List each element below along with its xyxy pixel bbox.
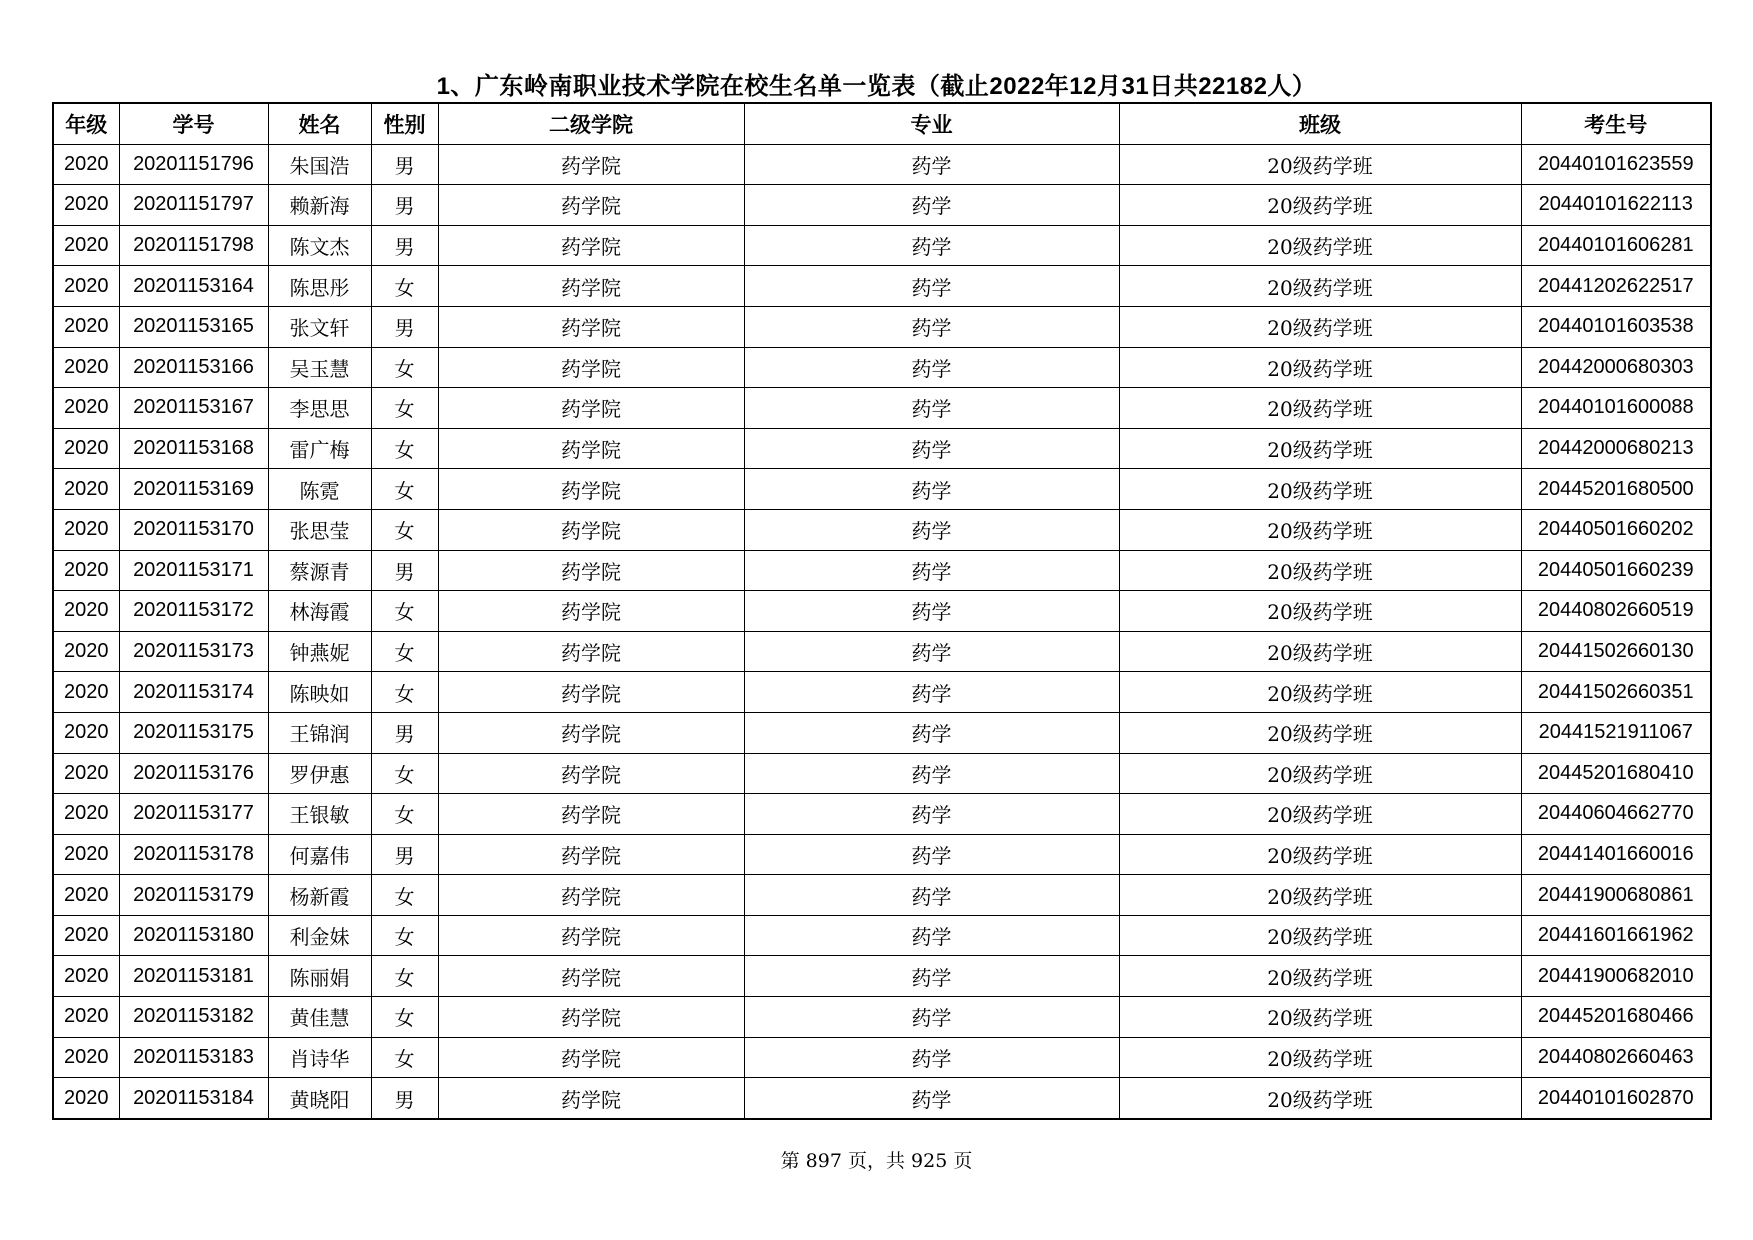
table-row [53,428,1711,469]
gender-cell: 男 [371,712,438,753]
table-row [53,144,1711,185]
gender-cell: 女 [371,753,438,794]
exam-number-cell: 20441900680861 [1521,875,1711,916]
major-cell: 药学 [744,794,1119,835]
table-row [53,956,1711,997]
exam-number-cell: 20441900682010 [1521,956,1711,997]
college-cell: 药学院 [438,144,744,185]
major-cell: 药学 [744,306,1119,347]
class-cell: 20级药学班 [1119,631,1521,672]
college-cell: 药学院 [438,997,744,1038]
student-id-cell: 20201153182 [119,997,268,1038]
table-body [53,144,1711,1119]
student-id-cell: 20201153180 [119,915,268,956]
student-id-cell: 20201153178 [119,834,268,875]
college-cell: 药学院 [438,712,744,753]
class-cell: 20级药学班 [1119,875,1521,916]
header-gender: 性别 [371,103,438,144]
class-cell: 20级药学班 [1119,1078,1521,1119]
table-row [53,509,1711,550]
college-cell: 药学院 [438,794,744,835]
name-cell: 蔡源青 [268,550,371,591]
grade-cell: 2020 [53,834,119,875]
table-row [53,388,1711,429]
table-row [53,834,1711,875]
name-cell: 张思莹 [268,509,371,550]
gender-cell: 女 [371,1037,438,1078]
student-id-cell: 20201153183 [119,1037,268,1078]
gender-cell: 女 [371,631,438,672]
grade-cell: 2020 [53,997,119,1038]
exam-number-cell: 20441601661962 [1521,915,1711,956]
document-title: 1、广东岭南职业技术学院在校生名单一览表（截止2022年12月31日共22182人） [436,73,1317,100]
college-cell: 药学院 [438,225,744,266]
class-cell: 20级药学班 [1119,591,1521,632]
table-row [53,1078,1711,1119]
class-cell: 20级药学班 [1119,266,1521,307]
exam-number-cell: 20445201680466 [1521,997,1711,1038]
major-cell: 药学 [744,1078,1119,1119]
name-cell: 陈霓 [268,469,371,510]
class-cell: 20级药学班 [1119,834,1521,875]
student-roster-table [52,102,1712,1120]
grade-cell: 2020 [53,225,119,266]
college-cell: 药学院 [438,753,744,794]
class-cell: 20级药学班 [1119,672,1521,713]
name-cell: 杨新霞 [268,875,371,916]
grade-cell: 2020 [53,794,119,835]
name-cell: 林海霞 [268,591,371,632]
student-id-cell: 20201153171 [119,550,268,591]
exam-number-cell: 20440101623559 [1521,144,1711,185]
table-row [53,306,1711,347]
table-row [53,550,1711,591]
table-row [53,794,1711,835]
student-id-cell: 20201151796 [119,144,268,185]
college-cell: 药学院 [438,915,744,956]
major-cell: 药学 [744,469,1119,510]
student-id-cell: 20201153167 [119,388,268,429]
gender-cell: 男 [371,1078,438,1119]
major-cell: 药学 [744,185,1119,226]
major-cell: 药学 [744,997,1119,1038]
gender-cell: 女 [371,428,438,469]
table-row [53,631,1711,672]
header-college: 二级学院 [438,103,744,144]
table-row [53,185,1711,226]
class-cell: 20级药学班 [1119,428,1521,469]
name-cell: 朱国浩 [268,144,371,185]
student-id-cell: 20201153169 [119,469,268,510]
major-cell: 药学 [744,672,1119,713]
gender-cell: 女 [371,794,438,835]
header-student-id: 学号 [119,103,268,144]
grade-cell: 2020 [53,753,119,794]
name-cell: 王银敏 [268,794,371,835]
student-id-cell: 20201153177 [119,794,268,835]
major-cell: 药学 [744,509,1119,550]
gender-cell: 男 [371,834,438,875]
table-row [53,266,1711,307]
student-id-cell: 20201153170 [119,509,268,550]
major-cell: 药学 [744,753,1119,794]
grade-cell: 2020 [53,347,119,388]
gender-cell: 男 [371,185,438,226]
exam-number-cell: 20445201680410 [1521,753,1711,794]
student-id-cell: 20201153164 [119,266,268,307]
student-id-cell: 20201153165 [119,306,268,347]
grade-cell: 2020 [53,956,119,997]
grade-cell: 2020 [53,428,119,469]
major-cell: 药学 [744,388,1119,429]
name-cell: 李思思 [268,388,371,429]
exam-number-cell: 20442000680213 [1521,428,1711,469]
header-grade: 年级 [53,103,119,144]
gender-cell: 女 [371,591,438,632]
gender-cell: 女 [371,388,438,429]
college-cell: 药学院 [438,509,744,550]
name-cell: 肖诗华 [268,1037,371,1078]
major-cell: 药学 [744,591,1119,632]
grade-cell: 2020 [53,915,119,956]
name-cell: 张文轩 [268,306,371,347]
name-cell: 罗伊惠 [268,753,371,794]
table-row [53,672,1711,713]
gender-cell: 女 [371,469,438,510]
gender-cell: 男 [371,306,438,347]
gender-cell: 女 [371,509,438,550]
table-row [53,1037,1711,1078]
college-cell: 药学院 [438,266,744,307]
student-id-cell: 20201153184 [119,1078,268,1119]
major-cell: 药学 [744,834,1119,875]
grade-cell: 2020 [53,306,119,347]
grade-cell: 2020 [53,266,119,307]
major-cell: 药学 [744,428,1119,469]
name-cell: 陈思彤 [268,266,371,307]
exam-number-cell: 20440501660239 [1521,550,1711,591]
college-cell: 药学院 [438,550,744,591]
gender-cell: 女 [371,266,438,307]
table-row [53,591,1711,632]
college-cell: 药学院 [438,388,744,429]
name-cell: 黄佳慧 [268,997,371,1038]
table-row [53,915,1711,956]
grade-cell: 2020 [53,1078,119,1119]
gender-cell: 女 [371,875,438,916]
name-cell: 陈文杰 [268,225,371,266]
exam-number-cell: 20440802660519 [1521,591,1711,632]
college-cell: 药学院 [438,469,744,510]
college-cell: 药学院 [438,1078,744,1119]
table-row [53,753,1711,794]
gender-cell: 女 [371,915,438,956]
name-cell: 吴玉慧 [268,347,371,388]
class-cell: 20级药学班 [1119,1037,1521,1078]
exam-number-cell: 20441401660016 [1521,834,1711,875]
class-cell: 20级药学班 [1119,956,1521,997]
college-cell: 药学院 [438,347,744,388]
exam-number-cell: 20441502660351 [1521,672,1711,713]
name-cell: 赖新海 [268,185,371,226]
student-id-cell: 20201153175 [119,712,268,753]
exam-number-cell: 20445201680500 [1521,469,1711,510]
class-cell: 20级药学班 [1119,753,1521,794]
class-cell: 20级药学班 [1119,794,1521,835]
exam-number-cell: 20440101606281 [1521,225,1711,266]
gender-cell: 男 [371,225,438,266]
exam-number-cell: 20440101602870 [1521,1078,1711,1119]
name-cell: 雷广梅 [268,428,371,469]
table-row [53,712,1711,753]
page-footer: 第 897 页，共 925 页 [780,1150,973,1172]
major-cell: 药学 [744,956,1119,997]
college-cell: 药学院 [438,306,744,347]
major-cell: 药学 [744,225,1119,266]
table-row [53,347,1711,388]
table-header-row [53,103,1711,144]
class-cell: 20级药学班 [1119,997,1521,1038]
gender-cell: 男 [371,144,438,185]
class-cell: 20级药学班 [1119,509,1521,550]
major-cell: 药学 [744,712,1119,753]
name-cell: 陈映如 [268,672,371,713]
class-cell: 20级药学班 [1119,712,1521,753]
table-row [53,225,1711,266]
grade-cell: 2020 [53,591,119,632]
class-cell: 20级药学班 [1119,469,1521,510]
gender-cell: 女 [371,956,438,997]
major-cell: 药学 [744,266,1119,307]
grade-cell: 2020 [53,185,119,226]
table-row [53,469,1711,510]
name-cell: 钟燕妮 [268,631,371,672]
exam-number-cell: 20440802660463 [1521,1037,1711,1078]
major-cell: 药学 [744,875,1119,916]
name-cell: 何嘉伟 [268,834,371,875]
exam-number-cell: 20440101600088 [1521,388,1711,429]
table-row [53,875,1711,916]
student-id-cell: 20201151798 [119,225,268,266]
class-cell: 20级药学班 [1119,915,1521,956]
class-cell: 20级药学班 [1119,306,1521,347]
major-cell: 药学 [744,347,1119,388]
table-row [53,997,1711,1038]
exam-number-cell: 20441502660130 [1521,631,1711,672]
college-cell: 药学院 [438,591,744,632]
gender-cell: 女 [371,997,438,1038]
exam-number-cell: 20440501660202 [1521,509,1711,550]
exam-number-cell: 20440101603538 [1521,306,1711,347]
header-major: 专业 [744,103,1119,144]
student-id-cell: 20201153179 [119,875,268,916]
name-cell: 黄晓阳 [268,1078,371,1119]
student-id-cell: 20201153174 [119,672,268,713]
college-cell: 药学院 [438,1037,744,1078]
gender-cell: 女 [371,347,438,388]
student-id-cell: 20201153176 [119,753,268,794]
gender-cell: 男 [371,550,438,591]
grade-cell: 2020 [53,875,119,916]
college-cell: 药学院 [438,631,744,672]
college-cell: 药学院 [438,185,744,226]
gender-cell: 女 [371,672,438,713]
class-cell: 20级药学班 [1119,185,1521,226]
exam-number-cell: 20441521911067 [1521,712,1711,753]
student-id-cell: 20201151797 [119,185,268,226]
grade-cell: 2020 [53,1037,119,1078]
name-cell: 利金妹 [268,915,371,956]
name-cell: 王锦润 [268,712,371,753]
class-cell: 20级药学班 [1119,388,1521,429]
student-id-cell: 20201153168 [119,428,268,469]
major-cell: 药学 [744,550,1119,591]
grade-cell: 2020 [53,509,119,550]
grade-cell: 2020 [53,550,119,591]
college-cell: 药学院 [438,875,744,916]
student-id-cell: 20201153172 [119,591,268,632]
grade-cell: 2020 [53,631,119,672]
major-cell: 药学 [744,915,1119,956]
grade-cell: 2020 [53,672,119,713]
class-cell: 20级药学班 [1119,347,1521,388]
grade-cell: 2020 [53,469,119,510]
college-cell: 药学院 [438,428,744,469]
class-cell: 20级药学班 [1119,225,1521,266]
college-cell: 药学院 [438,834,744,875]
major-cell: 药学 [744,1037,1119,1078]
header-exam-number: 考生号 [1521,103,1711,144]
exam-number-cell: 20442000680303 [1521,347,1711,388]
major-cell: 药学 [744,631,1119,672]
class-cell: 20级药学班 [1119,144,1521,185]
grade-cell: 2020 [53,712,119,753]
exam-number-cell: 20440604662770 [1521,794,1711,835]
class-cell: 20级药学班 [1119,550,1521,591]
name-cell: 陈丽娟 [268,956,371,997]
exam-number-cell: 20440101622113 [1521,185,1711,226]
grade-cell: 2020 [53,144,119,185]
header-class: 班级 [1119,103,1521,144]
college-cell: 药学院 [438,672,744,713]
grade-cell: 2020 [53,388,119,429]
major-cell: 药学 [744,144,1119,185]
student-id-cell: 20201153173 [119,631,268,672]
student-id-cell: 20201153181 [119,956,268,997]
header-name: 姓名 [268,103,371,144]
college-cell: 药学院 [438,956,744,997]
student-id-cell: 20201153166 [119,347,268,388]
exam-number-cell: 20441202622517 [1521,266,1711,307]
